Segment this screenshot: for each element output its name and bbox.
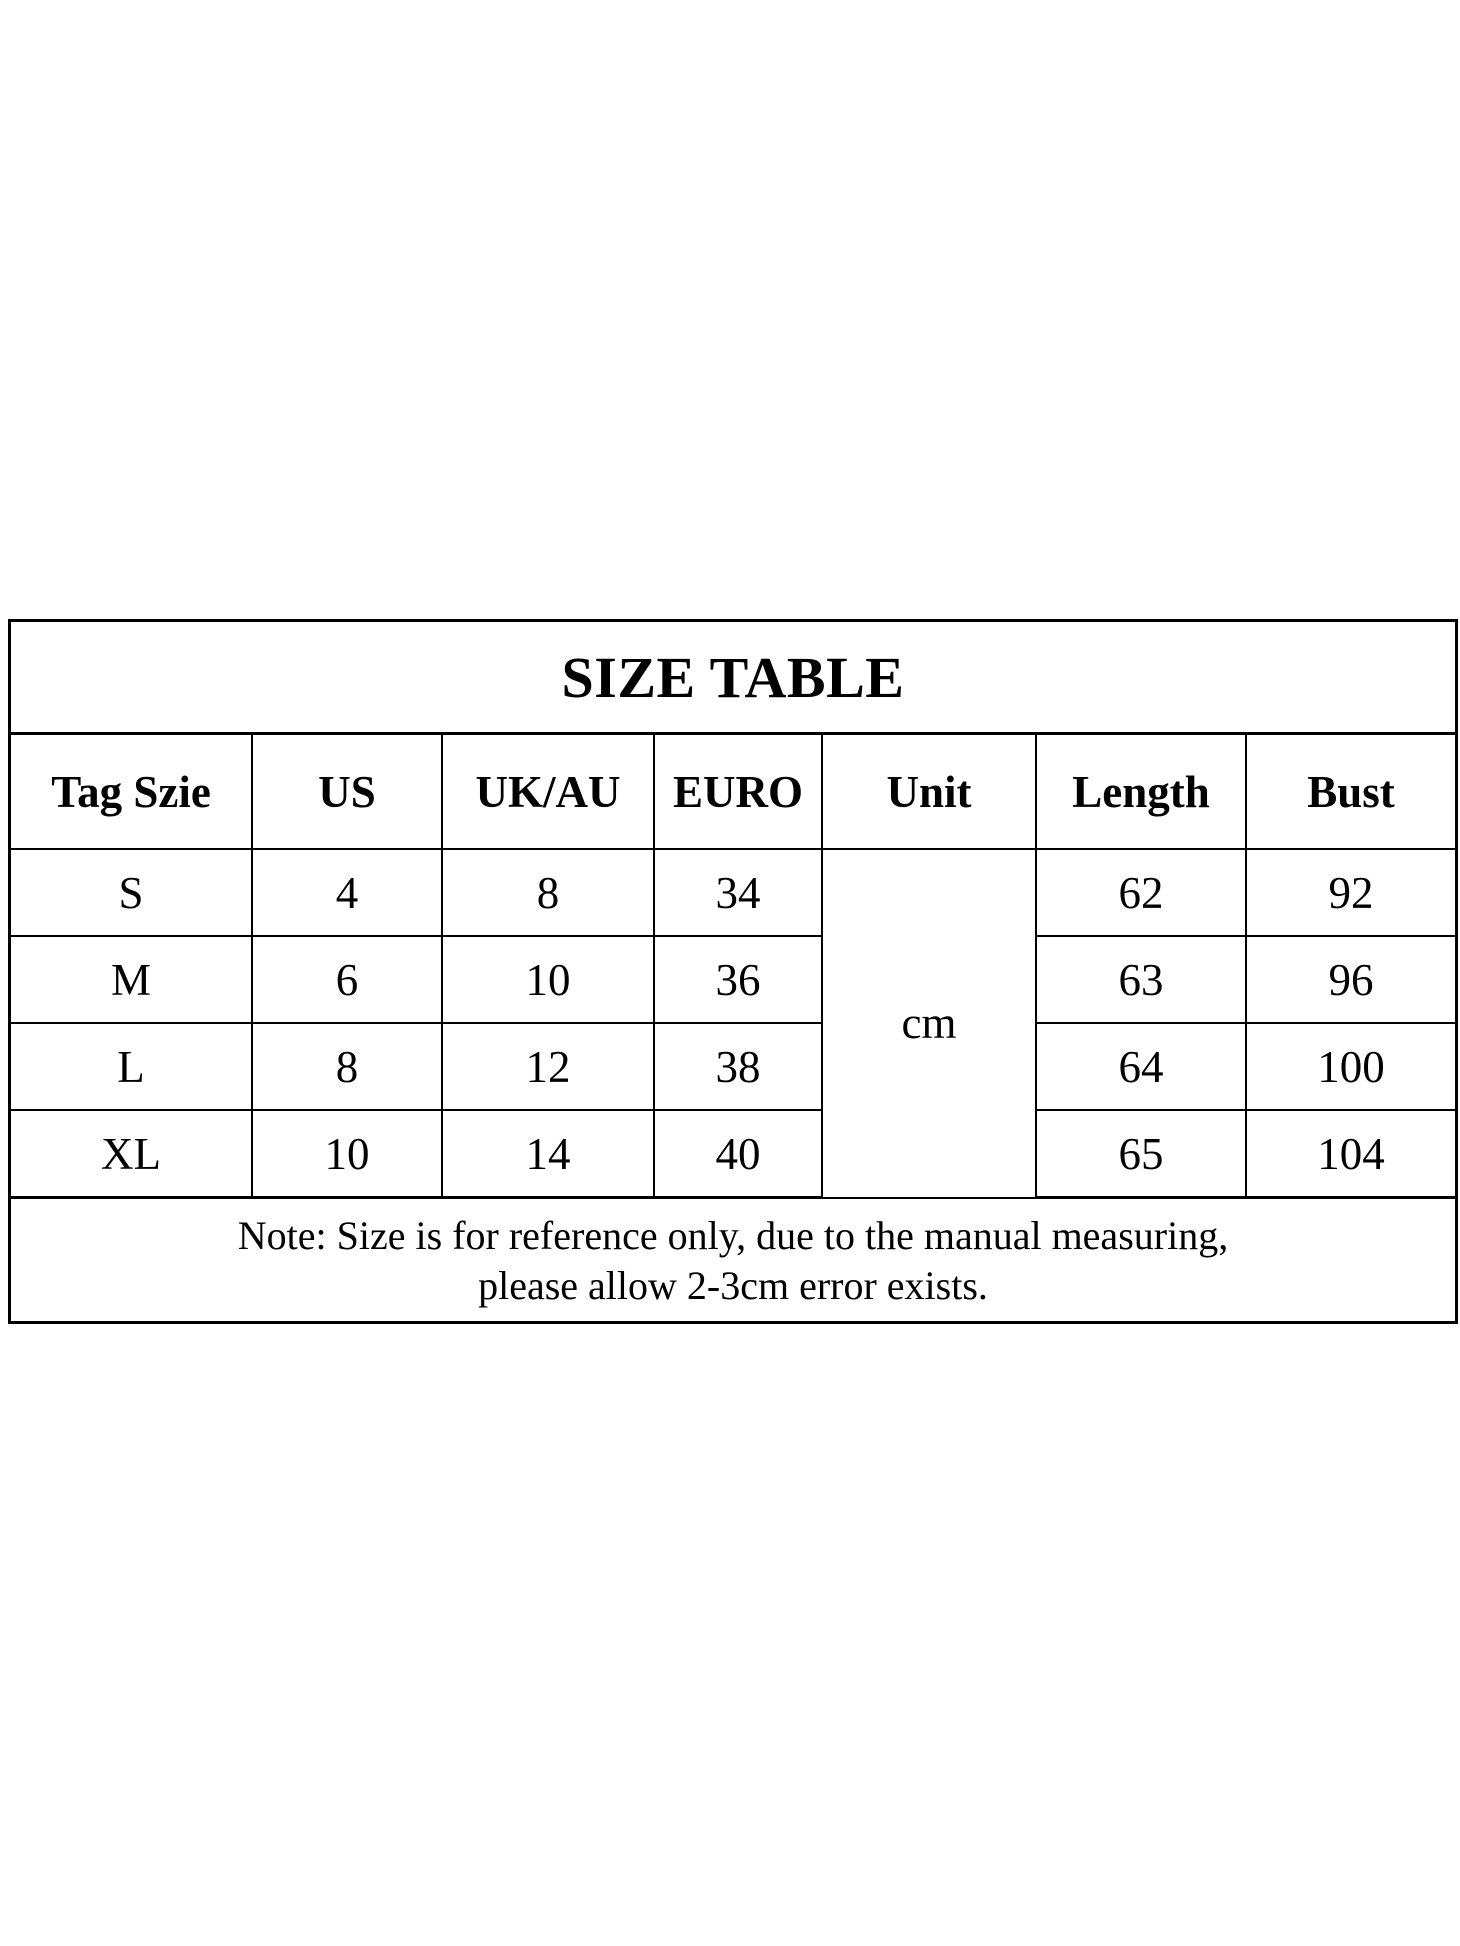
cell-uk-au: 12 [442,1023,654,1110]
cell-tag: S [11,849,252,936]
cell-length: 62 [1036,849,1246,936]
header-tag-size: Tag Szie [11,735,252,849]
header-length: Length [1036,735,1246,849]
cell-unit: cm [822,849,1036,1198]
cell-length: 64 [1036,1023,1246,1110]
cell-bust: 96 [1246,936,1455,1023]
table-row [11,849,1455,936]
header-uk-au: UK/AU [442,735,654,849]
header-row [11,735,1455,849]
note-line-2: please allow 2-3cm error exists. [478,1262,988,1308]
cell-length: 63 [1036,936,1246,1023]
cell-euro: 40 [654,1110,822,1198]
cell-length: 65 [1036,1110,1246,1198]
cell-uk-au: 14 [442,1110,654,1198]
cell-bust: 92 [1246,849,1455,936]
table-row [11,936,1455,1023]
table-row [11,1023,1455,1110]
table-title: SIZE TABLE [11,622,1455,735]
cell-uk-au: 8 [442,849,654,936]
header-unit: Unit [822,735,1036,849]
cell-us: 8 [252,1023,442,1110]
cell-tag: L [11,1023,252,1110]
size-note [11,1200,1455,1321]
size-table [8,619,1458,1324]
note-line-1: Note: Size is for reference only, due to the manual measuring, [237,1212,1229,1258]
cell-euro: 38 [654,1023,822,1110]
cell-bust: 104 [1246,1110,1455,1198]
cell-us: 4 [252,849,442,936]
cell-us: 6 [252,936,442,1023]
cell-euro: 36 [654,936,822,1023]
header-euro: EURO [654,735,822,849]
size-grid [11,735,1455,1199]
table-row [11,1110,1455,1198]
cell-euro: 34 [654,849,822,936]
cell-uk-au: 10 [442,936,654,1023]
header-bust: Bust [1246,735,1455,849]
cell-bust: 100 [1246,1023,1455,1110]
header-us: US [252,735,442,849]
cell-tag: M [11,936,252,1023]
cell-tag: XL [11,1110,252,1198]
cell-us: 10 [252,1110,442,1198]
